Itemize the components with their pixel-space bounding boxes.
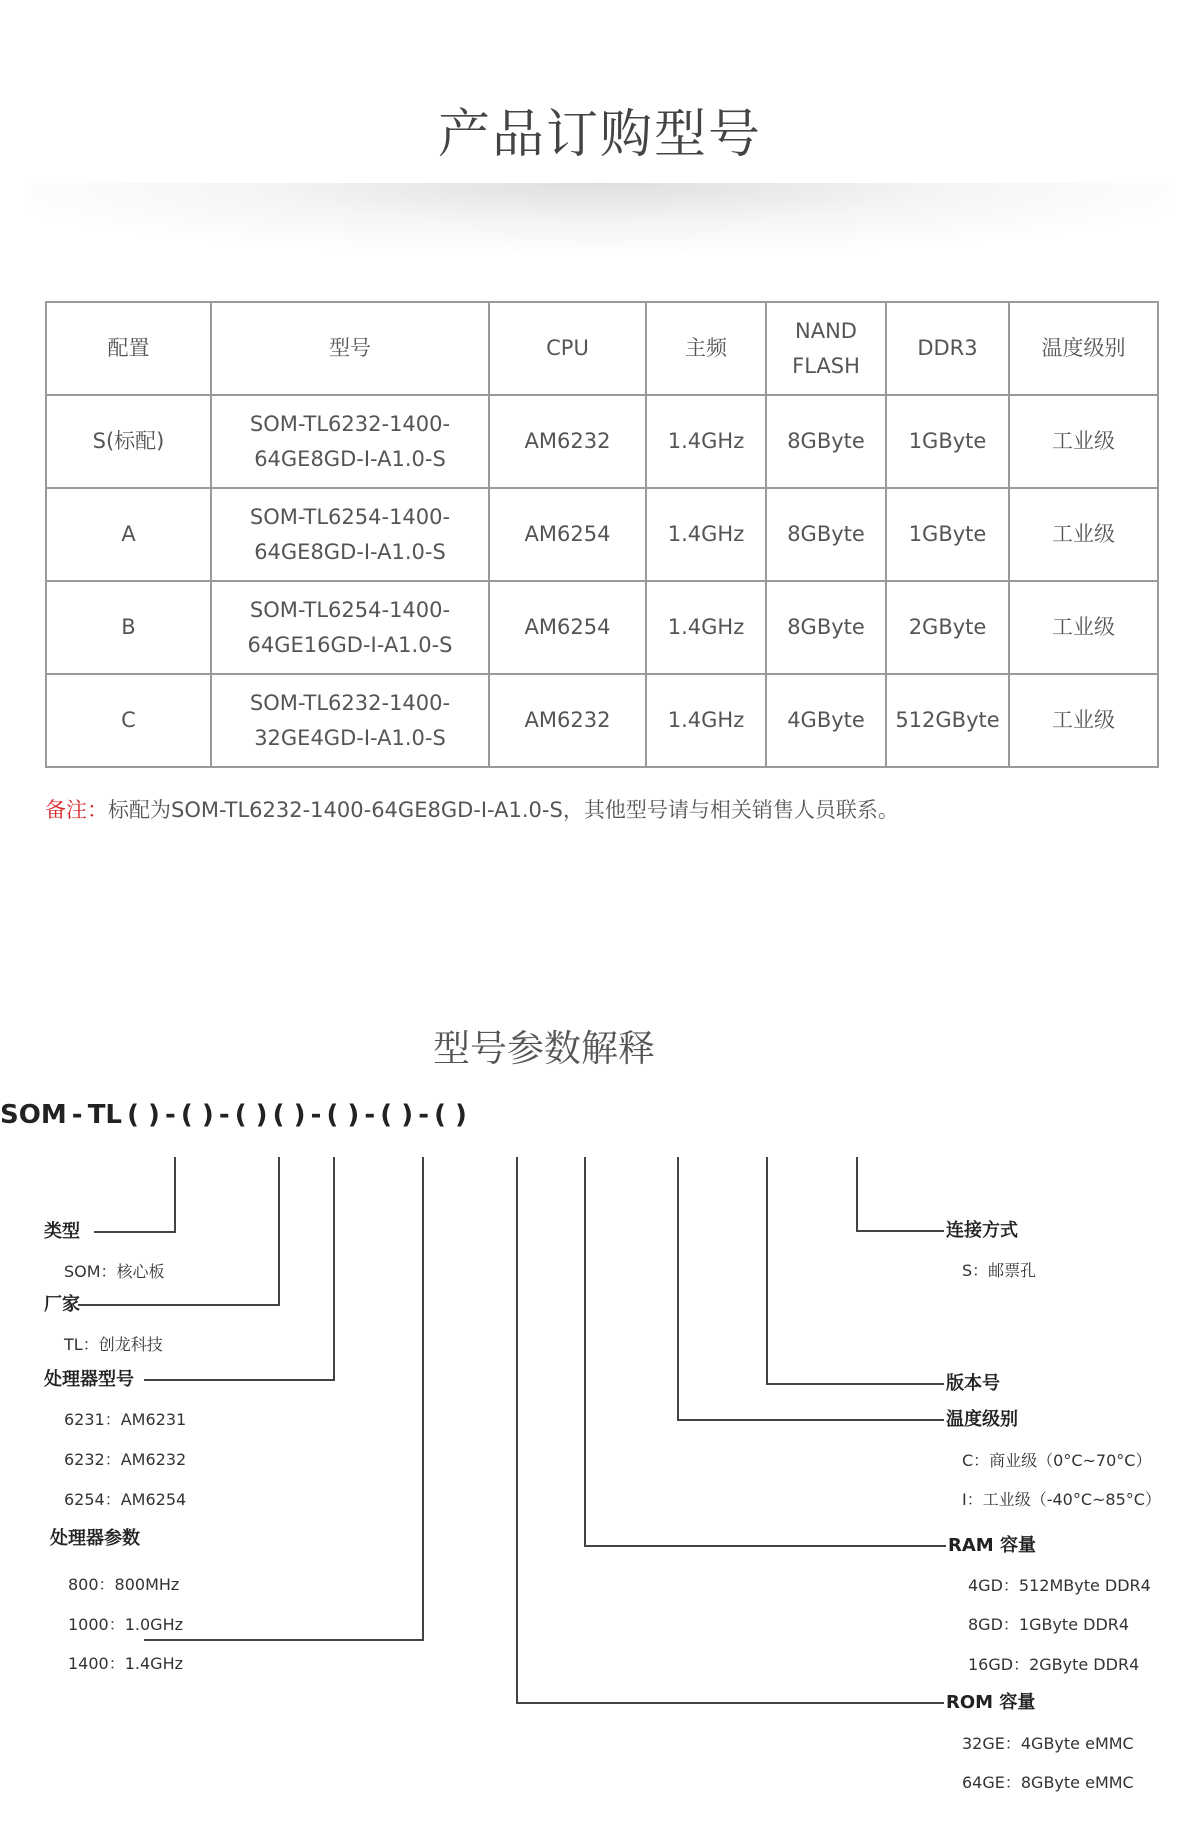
cell-nand: 4GByte xyxy=(766,674,886,767)
segment-tl: TL xyxy=(87,1100,122,1130)
segment-ram: ( ) xyxy=(272,1100,306,1130)
segment-dash: - xyxy=(418,1100,429,1130)
cell-cpu: AM6254 xyxy=(489,581,646,674)
rom-item: 64GE：8GByte eMMC xyxy=(962,1773,1134,1792)
segment-processor-param: ( ) xyxy=(180,1100,214,1130)
connection-label: 连接方式 xyxy=(946,1220,1018,1241)
segment-rom: ( ) xyxy=(234,1100,268,1130)
segment-dash: - xyxy=(71,1100,83,1130)
cell-temperature: 工业级 xyxy=(1009,488,1158,581)
connector-line xyxy=(516,1702,944,1704)
ordering-note xyxy=(45,794,899,824)
model-line-2: 32GE4GD-I-A1.0-S xyxy=(254,725,446,750)
connector-line xyxy=(174,1157,176,1233)
cell-nand: 8GByte xyxy=(766,395,886,488)
note-text: 标配为SOM-TL6232-1400-64GE8GD-I-A1.0-S，其他型号请与相关销售人员联系。 xyxy=(108,798,899,822)
vendor-item: TL：创龙科技 xyxy=(64,1335,163,1354)
cell-cpu: AM6254 xyxy=(489,488,646,581)
cell-model xyxy=(211,395,489,488)
cell-ddr: 1GByte xyxy=(886,395,1009,488)
processor-param-item: 800：800MHz xyxy=(68,1575,180,1594)
note-label: 备注： xyxy=(45,798,108,822)
segment-temperature: ( ) xyxy=(326,1100,360,1130)
model-number-diagram xyxy=(0,1100,1200,1792)
header-temperature: 温度级别 xyxy=(1009,302,1158,395)
rom-label: ROM 容量 xyxy=(946,1692,1036,1713)
ram-label: RAM 容量 xyxy=(948,1535,1036,1556)
vendor-label: 厂家 xyxy=(44,1294,80,1315)
cell-nand: 8GByte xyxy=(766,581,886,674)
processor-param-item: 1400：1.4GHz xyxy=(68,1654,183,1673)
processor-model-label: 处理器型号 xyxy=(44,1369,134,1390)
cell-config: S(标配) xyxy=(46,395,211,488)
processor-param-item: 1000：1.0GHz xyxy=(68,1615,183,1634)
connector-line xyxy=(677,1157,679,1421)
ram-item: 8GD：1GByte DDR4 xyxy=(968,1615,1130,1634)
ram-item: 16GD：2GByte DDR4 xyxy=(968,1655,1140,1674)
processor-model-item: 6232：AM6232 xyxy=(64,1450,187,1469)
segment-dash: - xyxy=(364,1100,376,1130)
table-row xyxy=(46,581,1158,674)
model-line-1: SOM-TL6232-1400- xyxy=(249,690,451,715)
processor-param-label: 处理器参数 xyxy=(50,1528,140,1549)
table-row xyxy=(46,395,1158,488)
title-shadow-divider xyxy=(30,183,1170,293)
model-explain-title: 型号参数解释 xyxy=(433,1027,655,1070)
connector-line xyxy=(422,1157,424,1641)
ordering-table xyxy=(45,301,1159,768)
connector-line xyxy=(584,1157,586,1547)
cell-config: B xyxy=(46,581,211,674)
connector-line xyxy=(94,1231,176,1233)
connector-line xyxy=(144,1379,335,1381)
cell-nand: 8GByte xyxy=(766,488,886,581)
temperature-label: 温度级别 xyxy=(946,1409,1018,1430)
cell-cpu: AM6232 xyxy=(489,674,646,767)
segment-version: ( ) xyxy=(380,1100,414,1130)
cell-model xyxy=(211,674,489,767)
header-ddr3: DDR3 xyxy=(886,302,1009,395)
table-header-row xyxy=(46,302,1158,395)
cell-frequency: 1.4GHz xyxy=(646,395,766,488)
processor-model-item: 6254：AM6254 xyxy=(64,1490,187,1509)
connector-line xyxy=(856,1157,858,1232)
segment-dash: - xyxy=(165,1100,176,1130)
cell-ddr: 2GByte xyxy=(886,581,1009,674)
segment-processor-model: ( ) xyxy=(127,1100,160,1130)
model-line-1: SOM-TL6254-1400- xyxy=(249,597,451,622)
cell-frequency: 1.4GHz xyxy=(646,581,766,674)
connector-line xyxy=(278,1157,280,1306)
connector-line xyxy=(766,1157,768,1385)
model-line-2: 64GE8GD-I-A1.0-S xyxy=(254,446,446,471)
segment-dash: - xyxy=(310,1100,322,1130)
connection-item: S：邮票孔 xyxy=(962,1261,1037,1280)
cell-frequency: 1.4GHz xyxy=(646,674,766,767)
model-line-2: 64GE16GD-I-A1.0-S xyxy=(247,632,453,657)
connector-line xyxy=(584,1545,946,1547)
ram-item: 4GD：512MByte DDR4 xyxy=(968,1576,1151,1595)
temperature-item: I：工业级（-40°C~85°C） xyxy=(962,1490,1161,1509)
model-line-2: 64GE8GD-I-A1.0-S xyxy=(254,539,446,564)
cell-temperature: 工业级 xyxy=(1009,581,1158,674)
temperature-item: C：商业级（0°C~70°C） xyxy=(962,1451,1152,1470)
cell-config: A xyxy=(46,488,211,581)
header-nand-flash: NAND FLASH xyxy=(766,302,886,395)
connector-line xyxy=(856,1230,944,1232)
ordering-title: 产品订购型号 xyxy=(437,105,762,165)
type-item: SOM：核心板 xyxy=(64,1262,165,1281)
version-label: 版本号 xyxy=(946,1373,1000,1394)
cell-temperature: 工业级 xyxy=(1009,674,1158,767)
model-line-1: SOM-TL6254-1400- xyxy=(249,504,451,529)
cell-ddr: 512GByte xyxy=(886,674,1009,767)
rom-item: 32GE：4GByte eMMC xyxy=(962,1734,1134,1753)
connector-line xyxy=(144,1639,424,1641)
cell-ddr: 1GByte xyxy=(886,488,1009,581)
connector-line xyxy=(677,1419,944,1421)
connector-line xyxy=(78,1304,280,1306)
type-label: 类型 xyxy=(44,1221,80,1242)
cell-frequency: 1.4GHz xyxy=(646,488,766,581)
cell-model xyxy=(211,488,489,581)
table-row xyxy=(46,674,1158,767)
table-row xyxy=(46,488,1158,581)
cell-model xyxy=(211,581,489,674)
cell-cpu: AM6232 xyxy=(489,395,646,488)
connector-line xyxy=(766,1383,944,1385)
model-line-1: SOM-TL6232-1400- xyxy=(249,411,451,436)
segment-connection: ( ) xyxy=(434,1100,467,1130)
processor-model-item: 6231：AM6231 xyxy=(64,1410,187,1429)
header-model: 型号 xyxy=(211,302,489,395)
cell-config: C xyxy=(46,674,211,767)
header-frequency: 主频 xyxy=(646,302,766,395)
header-cpu: CPU xyxy=(489,302,646,395)
segment-dash: - xyxy=(218,1100,230,1130)
header-config: 配置 xyxy=(46,302,211,395)
connector-line xyxy=(333,1157,335,1381)
connector-line xyxy=(516,1157,518,1704)
cell-temperature: 工业级 xyxy=(1009,395,1158,488)
segment-som: SOM xyxy=(0,1100,67,1130)
